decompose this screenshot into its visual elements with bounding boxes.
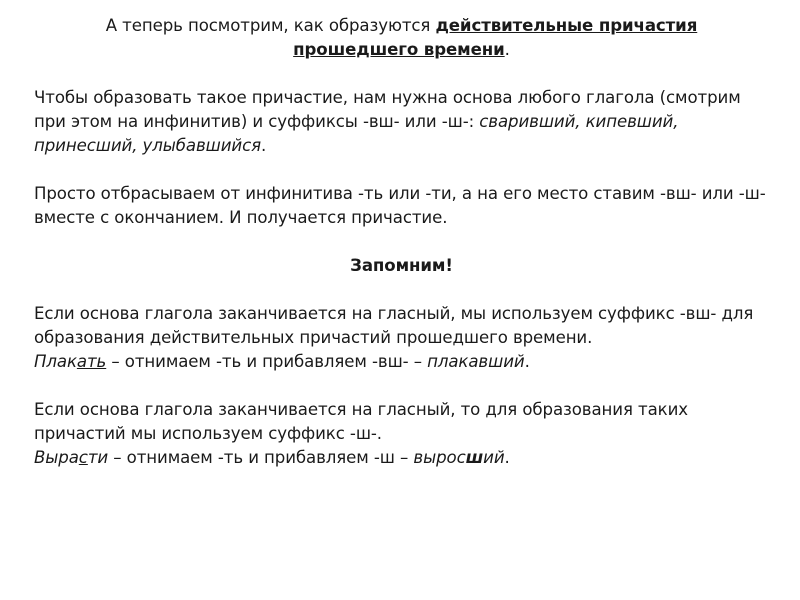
rule-2-example-mid: – отнимаем -ть и прибавляем -ш – xyxy=(108,448,414,467)
remember-heading xyxy=(34,254,769,278)
formation-paragraph xyxy=(34,86,769,158)
method-paragraph xyxy=(34,182,769,230)
rule-1-text: Если основа глагола заканчивается на гласный, мы используем суффикс -вш- для образования действительных причастий прошедшего времени. xyxy=(34,304,754,347)
intro-highlight-2: прошедшего времени xyxy=(293,40,505,59)
rule-1-example-verb xyxy=(34,352,106,371)
rule-2-result-ending: ий xyxy=(483,448,505,467)
rule-1-verb-stem: Плак xyxy=(34,352,77,371)
intro-end: . xyxy=(504,40,510,59)
formation-end: . xyxy=(261,136,267,155)
rule-2-paragraph xyxy=(34,398,769,470)
remember-title: Запомним! xyxy=(350,256,453,275)
rule-2-verb-stem: Выра xyxy=(34,448,79,467)
rule-1-example-result: плакавший xyxy=(427,352,525,371)
intro-text: А теперь посмотрим, как образуются xyxy=(105,16,436,35)
rule-2-verb-ending: ти xyxy=(87,448,109,467)
formation-text: Чтобы образовать такое причастие, нам нужна основа любого глагола (смотрим при этом на инфинитив) и суффиксы -вш- или -ш-: xyxy=(34,88,741,131)
rule-2-result-suffix: ш xyxy=(465,448,484,467)
rule-2-example-verb xyxy=(34,448,108,467)
rule-2-verb-consonant: с xyxy=(78,448,88,467)
intro-paragraph xyxy=(34,14,769,62)
rule-2-example-end: . xyxy=(504,448,510,467)
rule-1-example-mid: – отнимаем -ть и прибавляем -вш- – xyxy=(106,352,428,371)
formation-examples: сваривший, кипевший, принесший, улыбавшийся xyxy=(34,112,679,155)
rule-2-example-result xyxy=(413,448,504,467)
method-text: Просто отбрасываем от инфинитива -ть или -ти, а на его место ставим -вш- или -ш- вместе с окончанием. И получается причастие. xyxy=(34,184,766,227)
rule-2-text: Если основа глагола заканчивается на гласный, то для образования таких причастий мы используем суффикс -ш-. xyxy=(34,400,688,443)
slide-content xyxy=(34,14,769,494)
rule-1-verb-ending: ать xyxy=(76,352,107,371)
rule-1-paragraph xyxy=(34,302,769,374)
rule-1-example-end: . xyxy=(524,352,530,371)
intro-highlight-1: действительные причастия xyxy=(435,16,698,35)
rule-2-result-stem: вырос xyxy=(413,448,466,467)
